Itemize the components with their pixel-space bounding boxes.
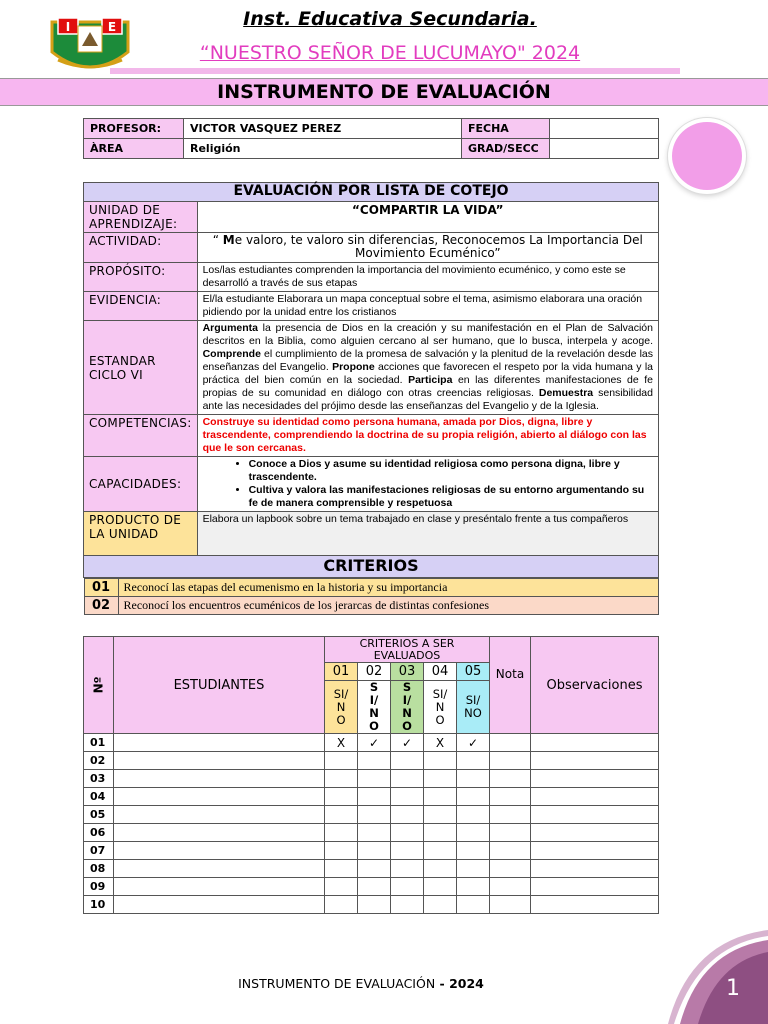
unidad-value: “COMPARTIR LA VIDA” xyxy=(197,202,658,233)
row-number: 09 xyxy=(84,878,114,896)
footer-text: INSTRUMENTO DE EVALUACIÓN xyxy=(238,976,436,991)
sino-label: SI/NO xyxy=(369,680,379,733)
estandar-verb-5: Demuestra xyxy=(538,387,594,399)
mark-cell[interactable] xyxy=(325,824,358,842)
table-row xyxy=(84,896,659,914)
observaciones-cell[interactable] xyxy=(531,806,659,824)
student-name-cell[interactable] xyxy=(114,896,325,914)
observaciones-cell[interactable] xyxy=(531,896,659,914)
mark-cell[interactable] xyxy=(358,788,391,806)
cotejo-table xyxy=(83,182,659,615)
proposito-value: Los/las estudiantes comprenden la importancia del movimiento ecuménico, y como este se desarrolló a través de sus etapas xyxy=(197,263,658,292)
mark-cell[interactable] xyxy=(325,878,358,896)
sino-label: SI/NO xyxy=(333,686,349,727)
student-name-cell[interactable] xyxy=(114,806,325,824)
no-header xyxy=(84,637,114,734)
actividad-initial: M xyxy=(222,233,235,247)
mark-cell[interactable] xyxy=(325,770,358,788)
table-row xyxy=(84,806,659,824)
page-title: INSTRUMENTO DE EVALUACIÓN xyxy=(0,78,768,106)
mark-cell[interactable] xyxy=(391,842,424,860)
observaciones-cell[interactable] xyxy=(531,878,659,896)
row-number: 01 xyxy=(84,734,114,752)
observaciones-cell[interactable] xyxy=(531,860,659,878)
mark-cell[interactable] xyxy=(457,860,490,878)
criterios-list xyxy=(84,578,659,615)
nota-cell[interactable] xyxy=(490,896,531,914)
mark-cell[interactable] xyxy=(424,896,457,914)
nota-cell[interactable] xyxy=(490,842,531,860)
mark-cell[interactable] xyxy=(391,824,424,842)
table-row xyxy=(84,878,659,896)
mark-cell[interactable] xyxy=(358,824,391,842)
footer-year: - 2024 xyxy=(435,976,484,991)
capacidad-item: • Cultiva y valora las manifestaciones religiosas de su entorno argumentando su fe de manera comprensible y respetuosa xyxy=(249,484,653,510)
mark-cell[interactable] xyxy=(358,770,391,788)
actividad-text: e valoro, te valoro sin diferencias, Reconocemos La Importancia Del Movimiento Ecuménico” xyxy=(234,233,643,260)
sino-01 xyxy=(325,681,358,734)
sino-04 xyxy=(424,681,457,734)
row-number: 05 xyxy=(84,806,114,824)
mark-cell[interactable] xyxy=(358,896,391,914)
row-number: 10 xyxy=(84,896,114,914)
criterio-row xyxy=(84,597,658,615)
mark-cell[interactable] xyxy=(457,896,490,914)
row-number: 07 xyxy=(84,842,114,860)
criterio-text: Reconocí las etapas del ecumenismo en la historia y su importancia xyxy=(118,579,658,597)
mark-cell[interactable] xyxy=(358,860,391,878)
estandar-text-5: sensibilidad ante las necesidades del prójimo desde las enseñanzas del Evangelio y de la Iglesia. xyxy=(202,387,653,412)
footer xyxy=(0,976,722,991)
competencias-label: COMPETENCIAS: xyxy=(84,415,198,457)
proposito-label: PROPÓSITO: xyxy=(84,263,198,292)
nota-cell[interactable] xyxy=(490,752,531,770)
mark-cell[interactable] xyxy=(424,806,457,824)
row-number: 06 xyxy=(84,824,114,842)
unidad-label: UNIDAD DE APRENDIZAJE: xyxy=(84,202,198,233)
mark-cell[interactable] xyxy=(358,878,391,896)
capacidad-item: • Conoce a Dios y asume su identidad religiosa como persona digna, libre y trascendente. xyxy=(249,458,653,484)
mark-cell[interactable] xyxy=(325,752,358,770)
nota-cell[interactable] xyxy=(490,734,531,752)
observaciones-cell[interactable] xyxy=(531,770,659,788)
mark-cell[interactable] xyxy=(424,878,457,896)
sino-02 xyxy=(358,681,391,734)
fecha-label: FECHA xyxy=(462,119,550,139)
no-header-label: Nº xyxy=(91,676,106,694)
student-name-cell[interactable] xyxy=(114,860,325,878)
estandar-text-2: el cumplimiento de la promesa de salvación y la plenitud de la revelación desde las enseñanzas del Evangelio. xyxy=(202,348,653,373)
decorative-circle xyxy=(668,118,746,194)
criterio-col-01: 01 xyxy=(325,663,358,681)
estandar-text-3: acciones que favorecen el respeto por la vida humana y la práctica del bien común en la sociedad. xyxy=(202,361,653,386)
estandar-verb-4: Participa xyxy=(408,374,453,386)
observaciones-cell[interactable] xyxy=(531,842,659,860)
profesor-value: VICTOR VASQUEZ PEREZ xyxy=(184,119,462,139)
mark-cell[interactable]: ✓ xyxy=(457,734,490,752)
observaciones-cell[interactable] xyxy=(531,752,659,770)
mark-cell[interactable] xyxy=(391,788,424,806)
estandar-value xyxy=(197,321,658,415)
mark-cell[interactable] xyxy=(325,842,358,860)
nota-header: Nota xyxy=(490,637,531,734)
header-rule xyxy=(110,68,680,74)
row-number: 04 xyxy=(84,788,114,806)
row-number: 08 xyxy=(84,860,114,878)
competencias-value: Construye su identidad como persona humana, amada por Dios, digna, libre y trascendente, comprendiendo la doctrina de su propia religión, abierto al diálogo con las que le son cercanas. xyxy=(197,415,658,457)
mark-cell[interactable] xyxy=(391,752,424,770)
actividad-open-quote: “ xyxy=(212,233,223,247)
table-row xyxy=(84,770,659,788)
mark-cell[interactable] xyxy=(424,788,457,806)
mark-cell[interactable] xyxy=(424,824,457,842)
row-number: 03 xyxy=(84,770,114,788)
nota-cell[interactable] xyxy=(490,824,531,842)
criterios-header: CRITERIOS A SER EVALUADOS xyxy=(325,637,490,663)
row-number: 02 xyxy=(84,752,114,770)
mark-cell[interactable]: ✓ xyxy=(391,734,424,752)
logo-letter-e: E xyxy=(107,20,117,34)
student-rows xyxy=(84,734,659,914)
mark-cell[interactable] xyxy=(457,788,490,806)
grad-value[interactable] xyxy=(550,139,659,159)
criterio-text: Reconocí los encuentros ecuménicos de los jerarcas de distintas confesiones xyxy=(118,597,658,615)
school-name: “NUESTRO SEÑOR DE LUCUMAYO" 2024 xyxy=(199,42,581,64)
sino-05 xyxy=(457,681,490,734)
mark-cell[interactable] xyxy=(424,770,457,788)
student-name-cell[interactable] xyxy=(114,842,325,860)
evaluation-grid xyxy=(83,636,659,914)
producto-value: Elabora un lapbook sobre un tema trabajado en clase y preséntalo frente a tus compañeros xyxy=(197,512,658,556)
mark-cell[interactable] xyxy=(325,860,358,878)
mark-cell[interactable] xyxy=(325,896,358,914)
observaciones-cell[interactable] xyxy=(531,734,659,752)
area-label: ÀREA xyxy=(84,139,184,159)
nota-cell[interactable] xyxy=(490,806,531,824)
mark-cell[interactable] xyxy=(358,842,391,860)
mark-cell[interactable] xyxy=(424,860,457,878)
criterio-num: 02 xyxy=(84,597,118,615)
criterio-col-03: 03 xyxy=(391,663,424,681)
grad-label: GRAD/SECC xyxy=(462,139,550,159)
mark-cell[interactable] xyxy=(424,752,457,770)
student-name-cell[interactable] xyxy=(114,734,325,752)
profesor-label: PROFESOR: xyxy=(84,119,184,139)
estandar-label: ESTANDAR CICLO VI xyxy=(84,321,198,415)
table-row xyxy=(84,842,659,860)
mark-cell[interactable] xyxy=(391,770,424,788)
student-name-cell[interactable] xyxy=(114,878,325,896)
observaciones-cell[interactable] xyxy=(531,824,659,842)
mark-cell[interactable] xyxy=(457,770,490,788)
mark-cell[interactable]: ✓ xyxy=(358,734,391,752)
evidencia-label: EVIDENCIA: xyxy=(84,292,198,321)
mark-cell[interactable] xyxy=(424,842,457,860)
mark-cell[interactable] xyxy=(391,806,424,824)
nota-cell[interactable] xyxy=(490,878,531,896)
criterios-title: CRITERIOS xyxy=(84,556,659,578)
estandar-verb-1: Argumenta xyxy=(202,322,259,334)
mark-cell[interactable] xyxy=(457,878,490,896)
mark-cell[interactable] xyxy=(457,824,490,842)
table-row xyxy=(84,788,659,806)
student-name-cell[interactable] xyxy=(114,824,325,842)
area-value: Religión xyxy=(184,139,462,159)
estudiantes-header: ESTUDIANTES xyxy=(114,637,325,734)
mark-cell[interactable]: X xyxy=(325,734,358,752)
logo-letter-i: I xyxy=(65,20,71,34)
student-name-cell[interactable] xyxy=(114,788,325,806)
mark-cell[interactable] xyxy=(358,806,391,824)
actividad-label: ACTIVIDAD: xyxy=(84,233,198,263)
estandar-text-4: en las diferentes manifestaciones de fe propias de su comunidad en diálogo con otras creencias religiosas. xyxy=(202,374,653,399)
fecha-value[interactable] xyxy=(550,119,659,139)
mark-cell[interactable] xyxy=(457,842,490,860)
table-row xyxy=(84,752,659,770)
criterio-col-04: 04 xyxy=(424,663,457,681)
nota-cell[interactable] xyxy=(490,860,531,878)
mark-cell[interactable] xyxy=(391,896,424,914)
capacidades-label: CAPACIDADES: xyxy=(84,457,198,512)
mark-cell[interactable] xyxy=(325,788,358,806)
criterio-num: 01 xyxy=(84,579,118,597)
criterio-row xyxy=(84,579,658,597)
producto-label: PRODUCTO DE LA UNIDAD xyxy=(84,512,198,556)
mark-cell[interactable] xyxy=(325,806,358,824)
school-title: Inst. Educativa Secundaria. xyxy=(243,8,537,30)
evidencia-value: El/la estudiante Elaborara un mapa conceptual sobre el tema, asimismo elaborara una oración pidiendo por la unidad entre los cristianos xyxy=(197,292,658,321)
capacidades-value xyxy=(197,457,658,512)
mark-cell[interactable]: X xyxy=(424,734,457,752)
page-number: 1 xyxy=(726,976,740,1001)
nota-cell[interactable] xyxy=(490,788,531,806)
estandar-text-1: la presencia de Dios en la creación y su manifestación en el Plan de Salvación descritos en la Biblia, como alguien cercano al ser humano, que lo busca, interpela y acoge. xyxy=(202,322,653,347)
info-table xyxy=(83,118,659,159)
actividad-value xyxy=(197,233,658,263)
table-row xyxy=(84,824,659,842)
table-row xyxy=(84,734,659,752)
mark-cell[interactable] xyxy=(391,878,424,896)
mark-cell[interactable] xyxy=(391,860,424,878)
sino-label: SI/NO xyxy=(402,680,412,733)
nota-cell[interactable] xyxy=(490,770,531,788)
sino-label: SI/NO xyxy=(432,686,448,727)
student-name-cell[interactable] xyxy=(114,770,325,788)
sino-03 xyxy=(391,681,424,734)
cotejo-title: EVALUACIÓN POR LISTA DE COTEJO xyxy=(84,183,659,202)
mark-cell[interactable] xyxy=(358,752,391,770)
table-row xyxy=(84,860,659,878)
estandar-verb-3: Propone xyxy=(332,361,375,373)
criterio-col-05: 05 xyxy=(457,663,490,681)
observaciones-cell[interactable] xyxy=(531,788,659,806)
sino-label: SI/NO xyxy=(464,693,482,720)
estandar-verb-2: Comprende xyxy=(202,348,261,360)
observaciones-header: Observaciones xyxy=(531,637,659,734)
criterio-col-02: 02 xyxy=(358,663,391,681)
mark-cell[interactable] xyxy=(457,752,490,770)
student-name-cell[interactable] xyxy=(114,752,325,770)
mark-cell[interactable] xyxy=(457,806,490,824)
